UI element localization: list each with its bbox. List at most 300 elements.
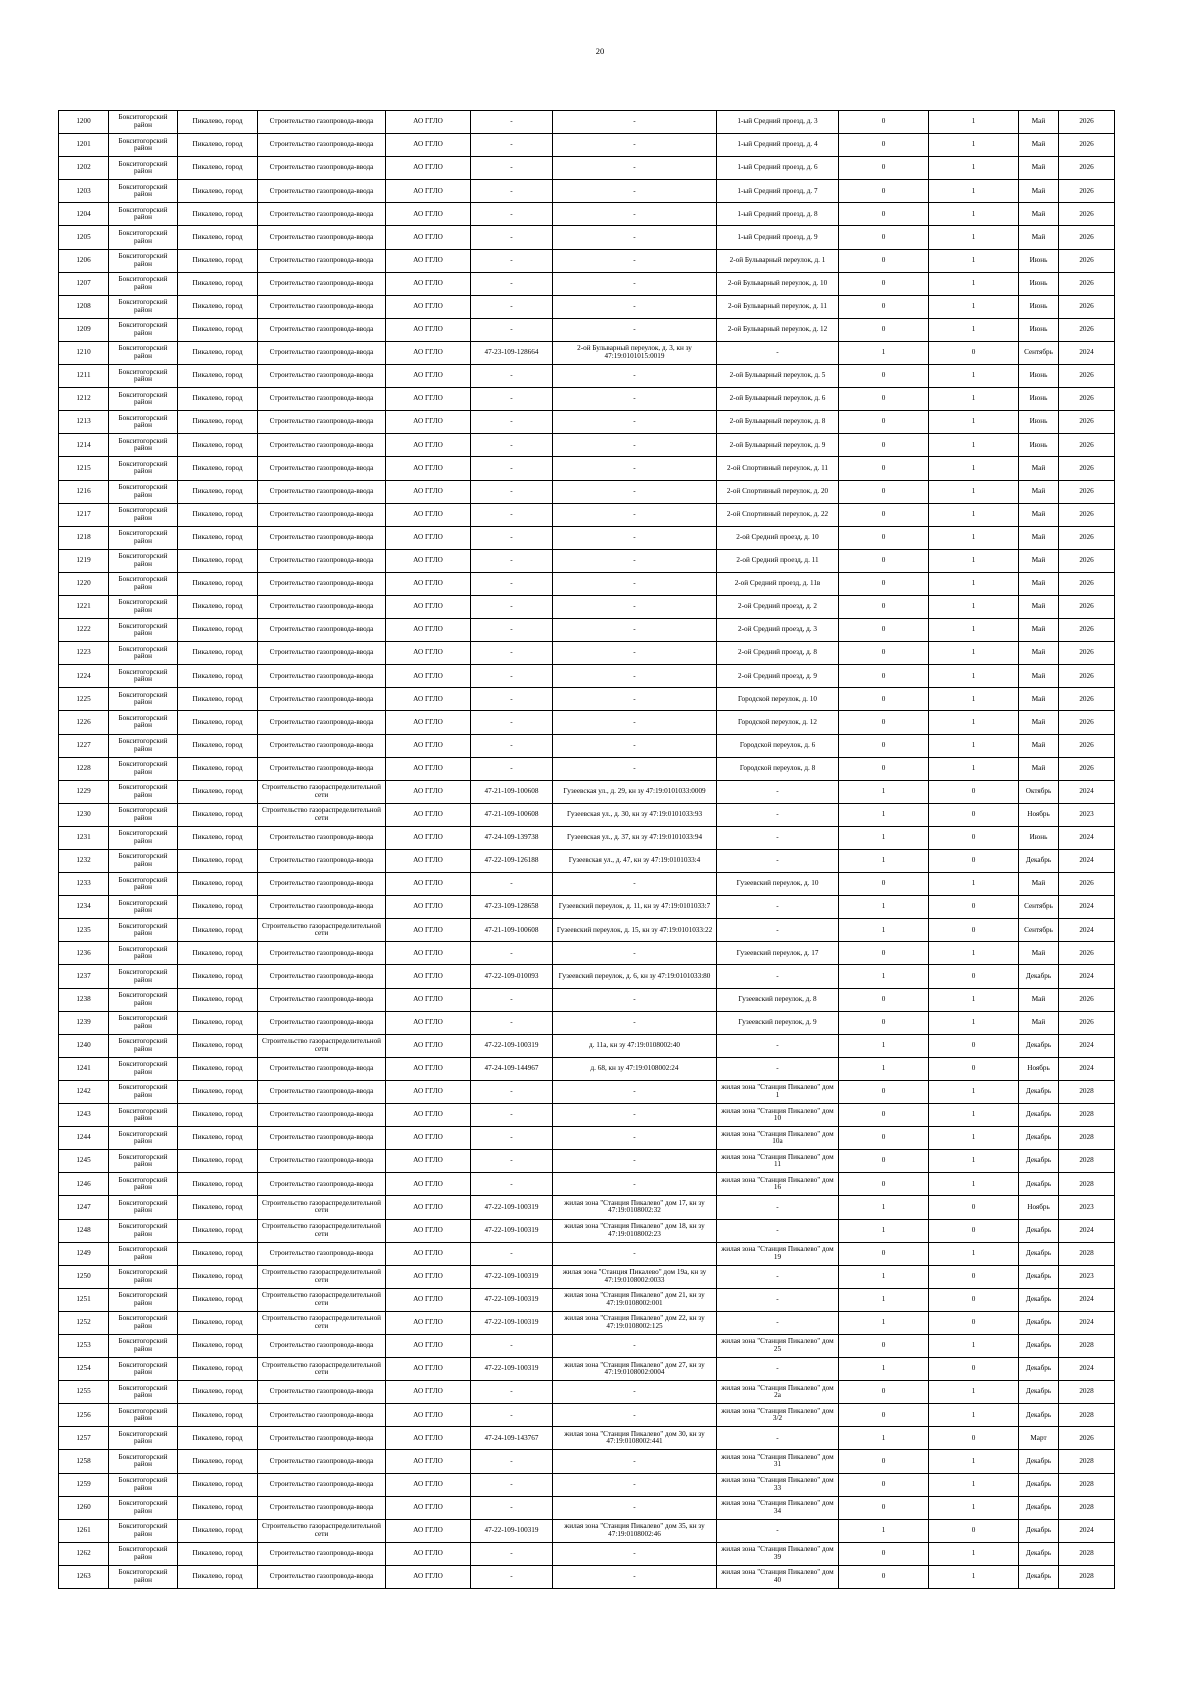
month-cell: Декабрь — [1019, 1080, 1059, 1103]
year-cell: 2026 — [1059, 711, 1115, 734]
settlement-cell: Пикалево, город — [178, 457, 258, 480]
count-connected-cell: 0 — [839, 665, 929, 688]
year-cell: 2028 — [1059, 1542, 1115, 1565]
cadastral-address-cell: - — [553, 1542, 717, 1565]
row-number-cell: 1228 — [59, 757, 109, 780]
work-type-cell: Строительство газопровода-ввода — [258, 526, 386, 549]
count-planned-cell: 0 — [929, 803, 1019, 826]
year-cell: 2028 — [1059, 1404, 1115, 1427]
year-cell: 2028 — [1059, 1242, 1115, 1265]
project-code-cell: 47-22-109-010093 — [471, 965, 553, 988]
year-cell: 2028 — [1059, 1565, 1115, 1588]
cadastral-address-cell: жилая зона "Станция Пикалево" дом 30, кн зу 47:19:0108002:441 — [553, 1427, 717, 1450]
cadastral-address-cell: - — [553, 365, 717, 388]
address-cell: 2-ой Средний проезд, д. 9 — [717, 665, 839, 688]
month-cell: Декабрь — [1019, 1496, 1059, 1519]
month-cell: Июнь — [1019, 826, 1059, 849]
organization-cell: АО ГГЛО — [386, 595, 471, 618]
district-cell: Бокситогорский район — [109, 457, 178, 480]
project-code-cell: - — [471, 1404, 553, 1427]
table-row — [59, 688, 1115, 711]
month-cell: Май — [1019, 619, 1059, 642]
table-row — [59, 757, 1115, 780]
work-type-cell: Строительство газопровода-ввода — [258, 203, 386, 226]
district-cell: Бокситогорский район — [109, 388, 178, 411]
project-code-cell: - — [471, 1565, 553, 1588]
work-type-cell: Строительство газопровода-ввода — [258, 111, 386, 134]
month-cell: Декабрь — [1019, 1150, 1059, 1173]
district-cell: Бокситогорский район — [109, 595, 178, 618]
organization-cell: АО ГГЛО — [386, 1011, 471, 1034]
table-row — [59, 595, 1115, 618]
organization-cell: АО ГГЛО — [386, 919, 471, 942]
district-cell: Бокситогорский район — [109, 1519, 178, 1542]
table-row — [59, 1427, 1115, 1450]
count-planned-cell: 0 — [929, 850, 1019, 873]
district-cell: Бокситогорский район — [109, 411, 178, 434]
address-cell: 2-ой Средний проезд, д. 3 — [717, 619, 839, 642]
work-type-cell: Строительство газопровода-ввода — [258, 942, 386, 965]
district-cell: Бокситогорский район — [109, 1196, 178, 1219]
settlement-cell: Пикалево, город — [178, 1519, 258, 1542]
project-code-cell: 47-22-109-100319 — [471, 1265, 553, 1288]
work-type-cell: Строительство газопровода-ввода — [258, 480, 386, 503]
project-code-cell: 47-24-109-143767 — [471, 1427, 553, 1450]
cadastral-address-cell: - — [553, 757, 717, 780]
work-type-cell: Строительство газопровода-ввода — [258, 826, 386, 849]
project-code-cell: - — [471, 503, 553, 526]
table-row — [59, 1288, 1115, 1311]
district-cell: Бокситогорский район — [109, 1127, 178, 1150]
project-code-cell: - — [471, 1242, 553, 1265]
organization-cell: АО ГГЛО — [386, 1219, 471, 1242]
organization-cell: АО ГГЛО — [386, 1496, 471, 1519]
project-code-cell: - — [471, 1080, 553, 1103]
cadastral-address-cell: д. 68, кн зу 47:19:0108002:24 — [553, 1057, 717, 1080]
organization-cell: АО ГГЛО — [386, 780, 471, 803]
organization-cell: АО ГГЛО — [386, 226, 471, 249]
work-type-cell: Строительство газопровода-ввода — [258, 665, 386, 688]
address-cell: 1-ый Средний проезд, д. 9 — [717, 226, 839, 249]
count-planned-cell: 1 — [929, 249, 1019, 272]
row-number-cell: 1237 — [59, 965, 109, 988]
table-row — [59, 1104, 1115, 1127]
count-planned-cell: 0 — [929, 341, 1019, 364]
row-number-cell: 1201 — [59, 134, 109, 157]
district-cell: Бокситогорский район — [109, 1011, 178, 1034]
month-cell: Ноябрь — [1019, 803, 1059, 826]
work-type-cell: Строительство газопровода-ввода — [258, 873, 386, 896]
year-cell: 2026 — [1059, 988, 1115, 1011]
row-number-cell: 1216 — [59, 480, 109, 503]
address-cell: 1-ый Средний проезд, д. 6 — [717, 157, 839, 180]
district-cell: Бокситогорский район — [109, 226, 178, 249]
address-cell: 2-ой Бульварный переулок, д. 6 — [717, 388, 839, 411]
month-cell: Ноябрь — [1019, 1196, 1059, 1219]
month-cell: Май — [1019, 526, 1059, 549]
district-cell: Бокситогорский район — [109, 1427, 178, 1450]
month-cell: Май — [1019, 480, 1059, 503]
cadastral-address-cell: - — [553, 642, 717, 665]
row-number-cell: 1242 — [59, 1080, 109, 1103]
table-row — [59, 1519, 1115, 1542]
year-cell: 2026 — [1059, 642, 1115, 665]
count-planned-cell: 1 — [929, 873, 1019, 896]
settlement-cell: Пикалево, город — [178, 1173, 258, 1196]
cadastral-address-cell: - — [553, 503, 717, 526]
settlement-cell: Пикалево, город — [178, 1011, 258, 1034]
row-number-cell: 1234 — [59, 896, 109, 919]
count-planned-cell: 1 — [929, 1080, 1019, 1103]
count-planned-cell: 1 — [929, 711, 1019, 734]
table-row — [59, 1404, 1115, 1427]
address-cell: - — [717, 803, 839, 826]
organization-cell: АО ГГЛО — [386, 388, 471, 411]
project-code-cell: - — [471, 111, 553, 134]
table-row — [59, 341, 1115, 364]
project-code-cell: - — [471, 526, 553, 549]
cadastral-address-cell: - — [553, 134, 717, 157]
count-connected-cell: 0 — [839, 480, 929, 503]
month-cell: Май — [1019, 226, 1059, 249]
organization-cell: АО ГГЛО — [386, 249, 471, 272]
count-connected-cell: 1 — [839, 1219, 929, 1242]
table-row — [59, 896, 1115, 919]
organization-cell: АО ГГЛО — [386, 1196, 471, 1219]
district-cell: Бокситогорский район — [109, 619, 178, 642]
district-cell: Бокситогорский район — [109, 1034, 178, 1057]
table-row — [59, 1381, 1115, 1404]
count-connected-cell: 0 — [839, 180, 929, 203]
district-cell: Бокситогорский район — [109, 1450, 178, 1473]
address-cell: 2-ой Бульварный переулок, д. 9 — [717, 434, 839, 457]
month-cell: Декабрь — [1019, 1519, 1059, 1542]
table-row — [59, 619, 1115, 642]
count-connected-cell: 0 — [839, 388, 929, 411]
count-planned-cell: 1 — [929, 1404, 1019, 1427]
project-code-cell: 47-22-109-100319 — [471, 1358, 553, 1381]
count-connected-cell: 0 — [839, 688, 929, 711]
count-connected-cell: 0 — [839, 1381, 929, 1404]
row-number-cell: 1238 — [59, 988, 109, 1011]
table-row — [59, 572, 1115, 595]
project-code-cell: 47-21-109-100608 — [471, 919, 553, 942]
count-connected-cell: 1 — [839, 919, 929, 942]
table-row — [59, 1150, 1115, 1173]
count-planned-cell: 1 — [929, 1542, 1019, 1565]
address-cell: 2-ой Средний проезд, д. 11в — [717, 572, 839, 595]
organization-cell: АО ГГЛО — [386, 203, 471, 226]
cadastral-address-cell: - — [553, 1565, 717, 1588]
address-cell: 2-ой Средний проезд, д. 10 — [717, 526, 839, 549]
count-connected-cell: 0 — [839, 157, 929, 180]
cadastral-address-cell: - — [553, 1450, 717, 1473]
project-code-cell: - — [471, 734, 553, 757]
project-code-cell: 47-23-109-128664 — [471, 341, 553, 364]
address-cell: жилая зона "Станция Пикалево" дом 40 — [717, 1565, 839, 1588]
cadastral-address-cell: - — [553, 111, 717, 134]
address-cell: жилая зона "Станция Пикалево" дом 10 — [717, 1104, 839, 1127]
month-cell: Май — [1019, 549, 1059, 572]
settlement-cell: Пикалево, город — [178, 826, 258, 849]
month-cell: Май — [1019, 711, 1059, 734]
organization-cell: АО ГГЛО — [386, 341, 471, 364]
month-cell: Май — [1019, 942, 1059, 965]
count-planned-cell: 0 — [929, 1219, 1019, 1242]
work-type-cell: Строительство газораспределительной сети — [258, 780, 386, 803]
project-code-cell: - — [471, 203, 553, 226]
organization-cell: АО ГГЛО — [386, 180, 471, 203]
project-code-cell: - — [471, 1473, 553, 1496]
row-number-cell: 1253 — [59, 1334, 109, 1357]
settlement-cell: Пикалево, город — [178, 1311, 258, 1334]
table-row — [59, 226, 1115, 249]
project-code-cell: - — [471, 1496, 553, 1519]
gasification-table — [58, 110, 1115, 1589]
month-cell: Май — [1019, 688, 1059, 711]
count-connected-cell: 1 — [839, 1288, 929, 1311]
organization-cell: АО ГГЛО — [386, 480, 471, 503]
cadastral-address-cell: - — [553, 1173, 717, 1196]
project-code-cell: - — [471, 295, 553, 318]
count-planned-cell: 1 — [929, 619, 1019, 642]
cadastral-address-cell: жилая зона "Станция Пикалево" дом 21, кн зу 47:19:0108002:001 — [553, 1288, 717, 1311]
settlement-cell: Пикалево, город — [178, 1381, 258, 1404]
district-cell: Бокситогорский район — [109, 365, 178, 388]
page-number: 20 — [595, 46, 605, 56]
count-connected-cell: 0 — [839, 757, 929, 780]
cadastral-address-cell: - — [553, 711, 717, 734]
month-cell: Май — [1019, 157, 1059, 180]
organization-cell: АО ГГЛО — [386, 1127, 471, 1150]
address-cell: 2-ой Бульварный переулок, д. 12 — [717, 318, 839, 341]
address-cell: жилая зона "Станция Пикалево" дом 19 — [717, 1242, 839, 1265]
month-cell: Декабрь — [1019, 1404, 1059, 1427]
count-planned-cell: 1 — [929, 1496, 1019, 1519]
count-connected-cell: 0 — [839, 1542, 929, 1565]
settlement-cell: Пикалево, город — [178, 434, 258, 457]
cadastral-address-cell: жилая зона "Станция Пикалево" дом 17, кн зу 47:19:0108002:32 — [553, 1196, 717, 1219]
project-code-cell: 47-22-109-100319 — [471, 1219, 553, 1242]
table-row — [59, 803, 1115, 826]
cadastral-address-cell: жилая зона "Станция Пикалево" дом 18, кн зу 47:19:0108002:23 — [553, 1219, 717, 1242]
count-connected-cell: 0 — [839, 1150, 929, 1173]
address-cell: Гузеевский переулок, д. 17 — [717, 942, 839, 965]
count-connected-cell: 0 — [839, 942, 929, 965]
month-cell: Май — [1019, 203, 1059, 226]
year-cell: 2026 — [1059, 1011, 1115, 1034]
cadastral-address-cell: - — [553, 1404, 717, 1427]
row-number-cell: 1200 — [59, 111, 109, 134]
district-cell: Бокситогорский район — [109, 919, 178, 942]
year-cell: 2028 — [1059, 1450, 1115, 1473]
count-planned-cell: 1 — [929, 1450, 1019, 1473]
count-connected-cell: 0 — [839, 411, 929, 434]
count-connected-cell: 1 — [839, 780, 929, 803]
address-cell: - — [717, 896, 839, 919]
row-number-cell: 1224 — [59, 665, 109, 688]
work-type-cell: Строительство газопровода-ввода — [258, 642, 386, 665]
month-cell: Май — [1019, 503, 1059, 526]
month-cell: Октябрь — [1019, 780, 1059, 803]
cadastral-address-cell: - — [553, 572, 717, 595]
count-connected-cell: 1 — [839, 965, 929, 988]
year-cell: 2024 — [1059, 1288, 1115, 1311]
project-code-cell: 47-22-109-100319 — [471, 1519, 553, 1542]
cadastral-address-cell: - — [553, 1496, 717, 1519]
work-type-cell: Строительство газопровода-ввода — [258, 1381, 386, 1404]
table-row — [59, 388, 1115, 411]
year-cell: 2028 — [1059, 1127, 1115, 1150]
settlement-cell: Пикалево, город — [178, 1450, 258, 1473]
district-cell: Бокситогорский район — [109, 1080, 178, 1103]
project-code-cell: - — [471, 1542, 553, 1565]
count-planned-cell: 1 — [929, 942, 1019, 965]
row-number-cell: 1217 — [59, 503, 109, 526]
count-connected-cell: 0 — [839, 318, 929, 341]
count-planned-cell: 0 — [929, 1057, 1019, 1080]
district-cell: Бокситогорский район — [109, 272, 178, 295]
count-connected-cell: 0 — [839, 1127, 929, 1150]
year-cell: 2026 — [1059, 549, 1115, 572]
cadastral-address-cell: Гузеевская ул., д. 29, кн зу 47:19:0101033:0009 — [553, 780, 717, 803]
district-cell: Бокситогорский район — [109, 642, 178, 665]
address-cell: - — [717, 780, 839, 803]
year-cell: 2024 — [1059, 826, 1115, 849]
work-type-cell: Строительство газопровода-ввода — [258, 1150, 386, 1173]
row-number-cell: 1232 — [59, 850, 109, 873]
table-row — [59, 965, 1115, 988]
table-row — [59, 1334, 1115, 1357]
month-cell: Декабрь — [1019, 1219, 1059, 1242]
row-number-cell: 1263 — [59, 1565, 109, 1588]
organization-cell: АО ГГЛО — [386, 572, 471, 595]
work-type-cell: Строительство газопровода-ввода — [258, 965, 386, 988]
count-connected-cell: 0 — [839, 1242, 929, 1265]
settlement-cell: Пикалево, город — [178, 803, 258, 826]
settlement-cell: Пикалево, город — [178, 780, 258, 803]
table-row — [59, 549, 1115, 572]
address-cell: 2-ой Бульварный переулок, д. 5 — [717, 365, 839, 388]
organization-cell: АО ГГЛО — [386, 1311, 471, 1334]
month-cell: Май — [1019, 757, 1059, 780]
organization-cell: АО ГГЛО — [386, 642, 471, 665]
settlement-cell: Пикалево, город — [178, 1127, 258, 1150]
project-code-cell: - — [471, 1011, 553, 1034]
settlement-cell: Пикалево, город — [178, 1404, 258, 1427]
project-code-cell: 47-22-109-100319 — [471, 1034, 553, 1057]
work-type-cell: Строительство газораспределительной сети — [258, 1311, 386, 1334]
month-cell: Декабрь — [1019, 1242, 1059, 1265]
count-connected-cell: 0 — [839, 711, 929, 734]
year-cell: 2026 — [1059, 203, 1115, 226]
year-cell: 2026 — [1059, 457, 1115, 480]
settlement-cell: Пикалево, город — [178, 665, 258, 688]
settlement-cell: Пикалево, город — [178, 1219, 258, 1242]
month-cell: Июнь — [1019, 272, 1059, 295]
month-cell: Декабрь — [1019, 1542, 1059, 1565]
district-cell: Бокситогорский район — [109, 295, 178, 318]
district-cell: Бокситогорский район — [109, 203, 178, 226]
table-row — [59, 919, 1115, 942]
row-number-cell: 1252 — [59, 1311, 109, 1334]
row-number-cell: 1203 — [59, 180, 109, 203]
month-cell: Июнь — [1019, 318, 1059, 341]
district-cell: Бокситогорский район — [109, 688, 178, 711]
count-connected-cell: 1 — [839, 341, 929, 364]
project-code-cell: - — [471, 942, 553, 965]
address-cell: Городской переулок, д. 10 — [717, 688, 839, 711]
organization-cell: АО ГГЛО — [386, 688, 471, 711]
count-connected-cell: 0 — [839, 295, 929, 318]
count-planned-cell: 1 — [929, 1565, 1019, 1588]
cadastral-address-cell: - — [553, 1334, 717, 1357]
row-number-cell: 1223 — [59, 642, 109, 665]
district-cell: Бокситогорский район — [109, 111, 178, 134]
month-cell: Июнь — [1019, 249, 1059, 272]
count-connected-cell: 0 — [839, 595, 929, 618]
table-row — [59, 1565, 1115, 1588]
work-type-cell: Строительство газопровода-ввода — [258, 249, 386, 272]
organization-cell: АО ГГЛО — [386, 295, 471, 318]
row-number-cell: 1209 — [59, 318, 109, 341]
address-cell: - — [717, 965, 839, 988]
work-type-cell: Строительство газопровода-ввода — [258, 595, 386, 618]
month-cell: Декабрь — [1019, 1173, 1059, 1196]
cadastral-address-cell: Гузеевская ул., д. 30, кн зу 47:19:0101033:93 — [553, 803, 717, 826]
address-cell: Городской переулок, д. 8 — [717, 757, 839, 780]
row-number-cell: 1233 — [59, 873, 109, 896]
count-planned-cell: 1 — [929, 388, 1019, 411]
count-planned-cell: 1 — [929, 665, 1019, 688]
settlement-cell: Пикалево, город — [178, 526, 258, 549]
count-connected-cell: 1 — [839, 803, 929, 826]
work-type-cell: Строительство газораспределительной сети — [258, 1034, 386, 1057]
count-planned-cell: 1 — [929, 1334, 1019, 1357]
work-type-cell: Строительство газораспределительной сети — [258, 919, 386, 942]
district-cell: Бокситогорский район — [109, 249, 178, 272]
count-connected-cell: 1 — [839, 1034, 929, 1057]
count-connected-cell: 0 — [839, 1011, 929, 1034]
organization-cell: АО ГГЛО — [386, 1404, 471, 1427]
count-planned-cell: 1 — [929, 1104, 1019, 1127]
project-code-cell: - — [471, 249, 553, 272]
month-cell: Май — [1019, 873, 1059, 896]
row-number-cell: 1230 — [59, 803, 109, 826]
cadastral-address-cell: д. 11а, кн зу 47:19:0108002:40 — [553, 1034, 717, 1057]
table-row — [59, 1034, 1115, 1057]
project-code-cell: - — [471, 457, 553, 480]
work-type-cell: Строительство газопровода-ввода — [258, 1542, 386, 1565]
settlement-cell: Пикалево, город — [178, 1565, 258, 1588]
count-connected-cell: 0 — [839, 642, 929, 665]
address-cell: 1-ый Средний проезд, д. 4 — [717, 134, 839, 157]
count-planned-cell: 1 — [929, 757, 1019, 780]
count-planned-cell: 1 — [929, 526, 1019, 549]
settlement-cell: Пикалево, город — [178, 619, 258, 642]
settlement-cell: Пикалево, город — [178, 388, 258, 411]
project-code-cell: - — [471, 572, 553, 595]
cadastral-address-cell: - — [553, 1127, 717, 1150]
month-cell: Май — [1019, 457, 1059, 480]
cadastral-address-cell: - — [553, 180, 717, 203]
count-planned-cell: 1 — [929, 988, 1019, 1011]
address-cell: 2-ой Средний проезд, д. 8 — [717, 642, 839, 665]
count-connected-cell: 0 — [839, 249, 929, 272]
address-cell: - — [717, 1288, 839, 1311]
row-number-cell: 1241 — [59, 1057, 109, 1080]
count-planned-cell: 1 — [929, 1242, 1019, 1265]
